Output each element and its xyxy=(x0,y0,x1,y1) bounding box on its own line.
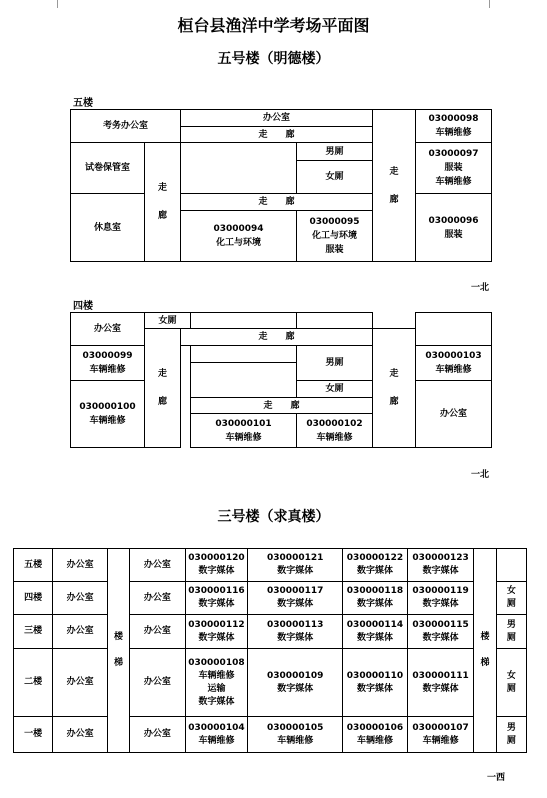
room-030000108: 030000108 车辆维修 运输 数字媒体 xyxy=(185,649,248,717)
page-corner-mark-left xyxy=(57,0,58,8)
west-arrow: 一西 xyxy=(487,773,506,783)
office-b: 办公室 xyxy=(130,717,186,753)
corridor-top: 走 廊 xyxy=(180,328,373,346)
office-b: 办公室 xyxy=(130,649,186,717)
building5-title: 五号楼（明德楼） xyxy=(217,51,330,67)
corridor-middle: 走 廊 xyxy=(190,397,373,414)
room-030000123: 030000123 数字媒体 xyxy=(407,549,474,582)
womens-wc: 女厕 xyxy=(296,160,373,194)
floor5-label: 五楼 xyxy=(73,98,93,109)
office-nw: 办公室 xyxy=(70,312,145,346)
floor-label: 一楼 xyxy=(14,717,53,753)
room-030000101: 030000101 车辆维修 xyxy=(190,413,297,448)
office-a: 办公室 xyxy=(53,549,108,582)
floor-row xyxy=(14,649,527,717)
blank-room-b xyxy=(190,362,297,398)
floor4-label: 四楼 xyxy=(73,301,93,312)
office-a: 办公室 xyxy=(53,649,108,717)
floor-row xyxy=(14,582,527,615)
room-030000116: 030000116 数字媒体 xyxy=(185,582,248,615)
office-a: 办公室 xyxy=(53,615,108,649)
floor-label: 四楼 xyxy=(14,582,53,615)
room-03000095: 03000095 化工与环境 服装 xyxy=(296,210,373,262)
room-03000097: 03000097 服装 车辆维修 xyxy=(415,142,492,194)
office-b: 办公室 xyxy=(130,549,186,582)
room-030000121: 030000121 数字媒体 xyxy=(248,549,343,582)
room-030000122: 030000122 数字媒体 xyxy=(343,549,408,582)
room-030000100: 030000100 车辆维修 xyxy=(70,380,145,448)
room-030000111: 030000111 数字媒体 xyxy=(407,649,474,717)
building3-table xyxy=(13,548,527,753)
room-030000106: 030000106 车辆维修 xyxy=(343,717,408,753)
mens-wc: 男 厕 xyxy=(496,615,526,649)
room-030000102: 030000102 车辆维修 xyxy=(296,413,373,448)
office-top: 办公室 xyxy=(180,109,373,127)
room-030000120: 030000120 数字媒体 xyxy=(185,549,248,582)
womens-wc: 女 厕 xyxy=(496,582,526,615)
floor-row xyxy=(14,549,527,582)
room-030000118: 030000118 数字媒体 xyxy=(343,582,408,615)
blank-room-a xyxy=(190,345,297,363)
building3-title: 三号楼（求真楼） xyxy=(217,509,330,525)
room-03000099: 03000099 车辆维修 xyxy=(70,345,145,381)
blank-room-top-1 xyxy=(190,312,297,329)
mens-wc: 男 厕 xyxy=(496,717,526,753)
room-03000096: 03000096 服装 xyxy=(415,193,492,262)
room-03000094: 03000094 化工与环境 xyxy=(180,210,297,262)
room-030000112: 030000112 数字媒体 xyxy=(185,615,248,649)
page-title: 桓台县渔洋中学考场平面图 xyxy=(177,16,370,35)
corridor-top: 走 廊 xyxy=(180,126,373,143)
room-030000109: 030000109 数字媒体 xyxy=(248,649,343,717)
room-030000115: 030000115 数字媒体 xyxy=(407,615,474,649)
blank-room xyxy=(180,142,297,194)
west-corridor xyxy=(144,142,181,262)
north-arrow-floor4: 一北 xyxy=(471,470,490,480)
east-corridor-label: 走 廊 xyxy=(389,166,399,205)
exam-office: 考务办公室 xyxy=(70,109,181,143)
room-030000113: 030000113 数字媒体 xyxy=(248,615,343,649)
east-corridor-label: 走 廊 xyxy=(389,369,399,407)
west-stairs xyxy=(107,549,129,753)
floor-label: 三楼 xyxy=(14,615,53,649)
floor-label: 五楼 xyxy=(14,549,53,582)
office-se: 办公室 xyxy=(415,380,492,448)
wc xyxy=(496,549,526,582)
blank-room-ne xyxy=(415,312,492,346)
office-b: 办公室 xyxy=(130,582,186,615)
room-03000098: 03000098 车辆维修 xyxy=(415,109,492,143)
north-arrow-floor5: 一北 xyxy=(471,283,490,293)
west-corridor xyxy=(144,328,181,448)
mens-wc: 男厕 xyxy=(296,142,373,161)
west-corridor-label: 走 廊 xyxy=(157,369,167,407)
womens-wc: 女厕 xyxy=(296,380,373,398)
east-stairs xyxy=(474,549,496,753)
west-corridor-label: 走 廊 xyxy=(157,183,167,221)
page-corner-mark-right xyxy=(489,0,490,8)
room-030000110: 030000110 数字媒体 xyxy=(343,649,408,717)
room-030000103: 030000103 车辆维修 xyxy=(415,345,492,381)
womens-wc-top: 女厕 xyxy=(144,312,191,329)
room-030000107: 030000107 车辆维修 xyxy=(407,717,474,753)
paper-storage-room: 试卷保管室 xyxy=(70,142,145,194)
office-a: 办公室 xyxy=(53,582,108,615)
rest-room: 休息室 xyxy=(70,193,145,262)
floor-label: 二楼 xyxy=(14,649,53,717)
east-corridor xyxy=(372,109,416,262)
floor-row xyxy=(14,717,527,753)
corridor-middle: 走 廊 xyxy=(180,193,373,211)
room-030000119: 030000119 数字媒体 xyxy=(407,582,474,615)
west-stairs-label: 楼 梯 xyxy=(114,632,124,668)
blank-room-top-2 xyxy=(296,312,373,329)
east-stairs-label: 楼 梯 xyxy=(480,632,490,668)
mens-wc: 男厕 xyxy=(296,345,373,381)
office-b: 办公室 xyxy=(130,615,186,649)
room-030000104: 030000104 车辆维修 xyxy=(185,717,248,753)
room-030000105: 030000105 车辆维修 xyxy=(248,717,343,753)
floor-row xyxy=(14,615,527,649)
womens-wc: 女 厕 xyxy=(496,649,526,717)
room-030000117: 030000117 数字媒体 xyxy=(248,582,343,615)
room-030000114: 030000114 数字媒体 xyxy=(343,615,408,649)
east-corridor xyxy=(372,328,416,448)
office-a: 办公室 xyxy=(53,717,108,753)
